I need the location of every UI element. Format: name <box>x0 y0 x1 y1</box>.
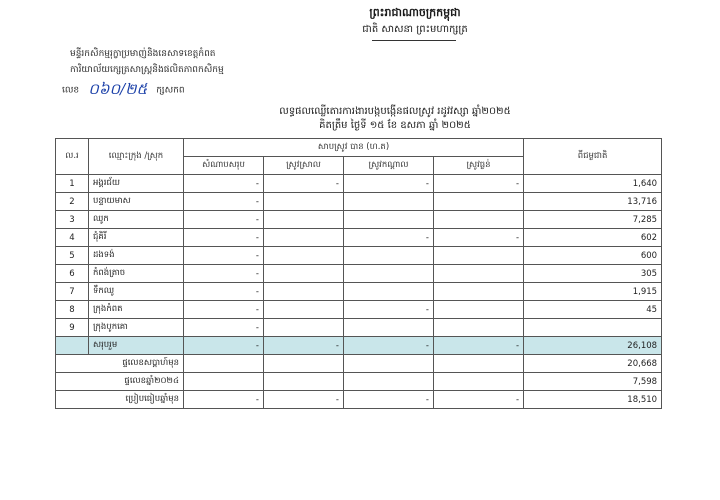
summary-col1 <box>184 373 264 391</box>
total-row-col2: - <box>264 337 344 355</box>
header-total: ពីជម្ងជាតិ <box>524 139 662 175</box>
row-col1: - <box>184 283 264 301</box>
row-col4: - <box>434 229 524 247</box>
kingdom-title: ព្រះរាជាណាចក្រកម្ពុជា <box>369 6 461 19</box>
row-col3: - <box>344 301 434 319</box>
row-total: 45 <box>524 301 662 319</box>
row-col4 <box>434 211 524 229</box>
row-col2 <box>264 247 344 265</box>
row-col4 <box>434 319 524 337</box>
table-row <box>56 319 662 337</box>
grand-total-row <box>56 337 662 355</box>
department-name: មន្ទីរកសិកម្មរុក្ខាប្រមាញ់និងនេសាទខេត្តកំពត <box>70 49 216 59</box>
header-col2: ស្រូវស្រាល <box>264 157 344 175</box>
row-no: 3 <box>56 211 89 229</box>
row-col3 <box>344 193 434 211</box>
row-col3 <box>344 265 434 283</box>
summary-col1 <box>184 355 264 373</box>
row-col2 <box>264 283 344 301</box>
row-col4 <box>434 301 524 319</box>
summary-row <box>56 391 662 409</box>
row-total: 305 <box>524 265 662 283</box>
row-name: កំពង់ត្រាច <box>89 265 184 283</box>
row-total: 13,716 <box>524 193 662 211</box>
table-row <box>56 193 662 211</box>
reference-label: លេខ <box>62 85 80 96</box>
row-col4 <box>434 247 524 265</box>
summary-col4 <box>434 355 524 373</box>
row-total: 602 <box>524 229 662 247</box>
row-col3 <box>344 247 434 265</box>
row-col3: - <box>344 229 434 247</box>
row-no: 9 <box>56 319 89 337</box>
header-name: ឈ្មោះក្រុង /ស្រុក <box>89 139 184 175</box>
summary-col3: - <box>344 391 434 409</box>
row-col4 <box>434 193 524 211</box>
row-name: អង្គរជ័យ <box>89 175 184 193</box>
header-col1: សំណាបសរុប <box>184 157 264 175</box>
row-col2 <box>264 229 344 247</box>
table-row <box>56 283 662 301</box>
row-no: 2 <box>56 193 89 211</box>
row-no: 4 <box>56 229 89 247</box>
reference-handwritten-number: ០៦០/២៥ <box>88 80 148 98</box>
header-col4: ស្រូវធ្ងន់ <box>434 157 524 175</box>
summary-row <box>56 373 662 391</box>
motto-divider <box>372 40 456 41</box>
row-col2: - <box>264 175 344 193</box>
row-total <box>524 319 662 337</box>
row-total: 7,285 <box>524 211 662 229</box>
row-name: ក្រុងកំពត <box>89 301 184 319</box>
row-col3: - <box>344 175 434 193</box>
row-col2 <box>264 301 344 319</box>
report-title: លទ្ធផលឈ្លើតោរការងារបង្កបង្កើនផលស្រូវ រដូវវស្សា ឆ្នាំ២០២៥ <box>279 106 511 117</box>
header-col3: ស្រូវកណ្ដាល <box>344 157 434 175</box>
total-row-col4: - <box>434 337 524 355</box>
row-col4 <box>434 265 524 283</box>
kingdom-motto: ជាតិ សាសនា ព្រះមហាក្សត្រ <box>362 24 468 35</box>
rice-planting-table <box>55 138 662 409</box>
row-col2 <box>264 265 344 283</box>
summary-label: ប្រៀបធៀបឆ្នាំមុន <box>56 391 184 409</box>
row-col2 <box>264 319 344 337</box>
row-no: 5 <box>56 247 89 265</box>
summary-label: ផ្ទលេខឆ្នាំ២០២៤ <box>56 373 184 391</box>
row-total: 600 <box>524 247 662 265</box>
summary-col2: - <box>264 391 344 409</box>
total-row-label: សរុបរួម <box>89 337 184 355</box>
row-col2 <box>264 211 344 229</box>
row-total: 1,915 <box>524 283 662 301</box>
summary-total: 20,668 <box>524 355 662 373</box>
row-name: ទឹកឈូ <box>89 283 184 301</box>
summary-row <box>56 355 662 373</box>
row-col1: - <box>184 319 264 337</box>
header-group: សាបស្រូវ បាន (ហ.ត) <box>184 139 524 157</box>
summary-col4: - <box>434 391 524 409</box>
summary-col3 <box>344 373 434 391</box>
row-col1: - <box>184 229 264 247</box>
row-col2 <box>264 193 344 211</box>
row-name: ឈូក <box>89 211 184 229</box>
summary-total: 18,510 <box>524 391 662 409</box>
row-col1: - <box>184 301 264 319</box>
summary-col3 <box>344 355 434 373</box>
row-name: ជុំគិរី <box>89 229 184 247</box>
row-col3 <box>344 283 434 301</box>
row-name: ដងទង់ <box>89 247 184 265</box>
row-name: ក្រុងបូកគោ <box>89 319 184 337</box>
table-row <box>56 229 662 247</box>
table-row <box>56 301 662 319</box>
row-col1: - <box>184 211 264 229</box>
row-col1: - <box>184 193 264 211</box>
reference-suffix: ក្សសកព <box>156 85 185 96</box>
total-row-total: 26,108 <box>524 337 662 355</box>
table-row <box>56 247 662 265</box>
row-col1: - <box>184 247 264 265</box>
total-row-no-cell <box>56 337 89 355</box>
table-row <box>56 211 662 229</box>
summary-col2 <box>264 373 344 391</box>
row-col4 <box>434 283 524 301</box>
row-no: 7 <box>56 283 89 301</box>
row-col3 <box>344 319 434 337</box>
table-row <box>56 175 662 193</box>
summary-col2 <box>264 355 344 373</box>
summary-total: 7,598 <box>524 373 662 391</box>
report-date: គិតត្រឹម ថ្ងៃទី ១៥ ខែ ឧសភា ឆ្នាំ ២០២៥ <box>319 120 471 131</box>
row-no: 8 <box>56 301 89 319</box>
row-col4: - <box>434 175 524 193</box>
row-no: 1 <box>56 175 89 193</box>
row-total: 1,640 <box>524 175 662 193</box>
header-no: ល.រ <box>56 139 89 175</box>
total-row-col3: - <box>344 337 434 355</box>
summary-label: ផ្ទលេខសប្ដាហ៍មុន <box>56 355 184 373</box>
row-col3 <box>344 211 434 229</box>
summary-col1: - <box>184 391 264 409</box>
total-row-col1: - <box>184 337 264 355</box>
row-col1: - <box>184 175 264 193</box>
row-no: 6 <box>56 265 89 283</box>
table-row <box>56 265 662 283</box>
reference-number <box>62 80 185 102</box>
office-name: ការិយាល័យក្សេត្រសាស្ត្រនិងផលិតភាពកសិកម្ម <box>70 65 224 75</box>
row-col1: - <box>184 265 264 283</box>
row-name: បន្ទាយមាស <box>89 193 184 211</box>
summary-col4 <box>434 373 524 391</box>
